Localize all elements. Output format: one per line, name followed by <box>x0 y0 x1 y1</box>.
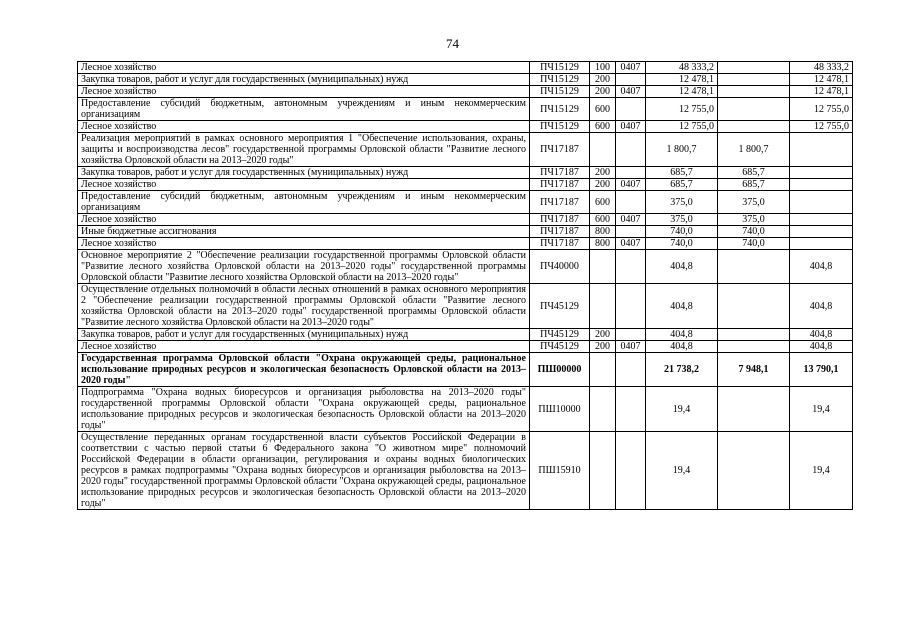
row-code: ПЧ17187 <box>530 191 590 214</box>
row-section <box>616 284 646 329</box>
row-section <box>616 353 646 387</box>
row-total: 12 478,1 <box>646 74 718 86</box>
row-federal: 375,0 <box>718 214 790 226</box>
row-code: ПЧ15129 <box>530 86 590 98</box>
row-total: 19,4 <box>646 432 718 510</box>
row-total: 48 333,2 <box>646 62 718 74</box>
table-row <box>78 353 853 387</box>
row-section: 0407 <box>616 62 646 74</box>
table-row <box>78 179 853 191</box>
row-name: Предоставление субсидий бюджетным, автономным учреждениям и иным некоммерческим организациям <box>78 191 530 214</box>
row-section: 0407 <box>616 86 646 98</box>
row-regional <box>790 214 853 226</box>
row-federal <box>718 86 790 98</box>
row-federal <box>718 387 790 432</box>
row-total: 685,7 <box>646 167 718 179</box>
row-regional: 48 333,2 <box>790 62 853 74</box>
row-expense-type: 800 <box>590 226 616 238</box>
row-regional <box>790 191 853 214</box>
row-regional: 19,4 <box>790 387 853 432</box>
row-expense-type: 800 <box>590 238 616 250</box>
row-name: Лесное хозяйство <box>78 62 530 74</box>
table-row <box>78 98 853 121</box>
row-code: ПШ10000 <box>530 387 590 432</box>
row-expense-type: 200 <box>590 329 616 341</box>
row-total: 740,0 <box>646 238 718 250</box>
table-row <box>78 74 853 86</box>
row-total: 1 800,7 <box>646 133 718 167</box>
budget-table <box>77 61 853 510</box>
row-section <box>616 98 646 121</box>
row-federal <box>718 284 790 329</box>
row-expense-type <box>590 284 616 329</box>
row-regional: 12 478,1 <box>790 86 853 98</box>
row-regional: 12 755,0 <box>790 121 853 133</box>
row-federal: 7 948,1 <box>718 353 790 387</box>
row-code: ПЧ40000 <box>530 250 590 284</box>
row-code: ПЧ17187 <box>530 226 590 238</box>
table-row <box>78 250 853 284</box>
row-regional: 12 478,1 <box>790 74 853 86</box>
row-regional <box>790 133 853 167</box>
row-expense-type: 100 <box>590 62 616 74</box>
row-expense-type: 600 <box>590 214 616 226</box>
row-federal <box>718 121 790 133</box>
row-total: 404,8 <box>646 329 718 341</box>
table-row <box>78 284 853 329</box>
row-name: Лесное хозяйство <box>78 86 530 98</box>
row-name: Закупка товаров, работ и услуг для государственных (муниципальных) нужд <box>78 329 530 341</box>
row-regional: 12 755,0 <box>790 98 853 121</box>
table-row <box>78 167 853 179</box>
row-federal <box>718 432 790 510</box>
row-federal <box>718 341 790 353</box>
row-code: ПЧ15129 <box>530 121 590 133</box>
row-federal: 685,7 <box>718 167 790 179</box>
row-code: ПЧ15129 <box>530 62 590 74</box>
row-name: Лесное хозяйство <box>78 238 530 250</box>
row-name: Подпрограмма "Охрана водных биоресурсов и организация рыболовства на 2013–2020 годы" государственной программы Орловской области "Охрана окружающей среды, рациональное использование природных ресурсов и экологическая безопасность Орловской области на 2013–2020 годы" <box>78 387 530 432</box>
row-section: 0407 <box>616 179 646 191</box>
row-federal <box>718 329 790 341</box>
table-row <box>78 86 853 98</box>
row-expense-type <box>590 387 616 432</box>
row-expense-type: 200 <box>590 74 616 86</box>
row-regional: 404,8 <box>790 341 853 353</box>
row-name: Осуществление переданных органам государственной власти субъектов Российской Федерации в соответствии с частью первой статьи 6 Федерального закона "О животном мире" полномочий Российской Федерации в области организации, регулирования и охраны водных биологических ресурсов в рамках подпрограммы "Охрана водных биоресурсов и организация рыболовства на 2013–2020 годы" государственной программы Орловской области "Охрана окружающей среды, рациональное использование природных ресурсов и экологическая безопасность Орловской области на 2013–2020 годы" <box>78 432 530 510</box>
row-total: 12 755,0 <box>646 121 718 133</box>
row-section: 0407 <box>616 341 646 353</box>
row-expense-type <box>590 250 616 284</box>
row-regional <box>790 167 853 179</box>
row-name: Лесное хозяйство <box>78 179 530 191</box>
row-expense-type: 200 <box>590 179 616 191</box>
row-section <box>616 250 646 284</box>
row-section <box>616 432 646 510</box>
row-name: Государственная программа Орловской области "Охрана окружающей среды, рациональное использование природных ресурсов и экологическая безопасность Орловской области на 2013–2020 годы" <box>78 353 530 387</box>
row-section: 0407 <box>616 238 646 250</box>
row-expense-type: 600 <box>590 98 616 121</box>
row-expense-type: 200 <box>590 341 616 353</box>
row-section <box>616 329 646 341</box>
row-total: 375,0 <box>646 214 718 226</box>
row-expense-type: 600 <box>590 121 616 133</box>
row-code: ПЧ45129 <box>530 341 590 353</box>
row-code: ПЧ17187 <box>530 133 590 167</box>
table-row <box>78 133 853 167</box>
row-name: Основное мероприятие 2 "Обеспечение реализации государственной программы Орловской области "Развитие лесного хозяйства Орловской области на 2013–2020 годы" государственной программы Орловской области "Развитие лесного хозяйства Орловской области на 2013–2020 годы" <box>78 250 530 284</box>
row-regional <box>790 179 853 191</box>
row-federal: 740,0 <box>718 226 790 238</box>
row-section: 0407 <box>616 121 646 133</box>
row-regional: 404,8 <box>790 284 853 329</box>
row-code: ПЧ45129 <box>530 284 590 329</box>
row-code: ПЧ15129 <box>530 74 590 86</box>
row-total: 12 478,1 <box>646 86 718 98</box>
row-name: Предоставление субсидий бюджетным, автономным учреждениям и иным некоммерческим организациям <box>78 98 530 121</box>
row-code: ПЧ17187 <box>530 214 590 226</box>
row-name: Лесное хозяйство <box>78 341 530 353</box>
row-code: ПЧ15129 <box>530 98 590 121</box>
row-section <box>616 191 646 214</box>
row-total: 740,0 <box>646 226 718 238</box>
row-section <box>616 226 646 238</box>
table-row <box>78 62 853 74</box>
row-expense-type <box>590 353 616 387</box>
row-total: 404,8 <box>646 284 718 329</box>
table-row <box>78 432 853 510</box>
row-total: 404,8 <box>646 341 718 353</box>
row-code: ПЧ45129 <box>530 329 590 341</box>
row-federal <box>718 250 790 284</box>
row-federal <box>718 62 790 74</box>
table-row <box>78 238 853 250</box>
table-row <box>78 214 853 226</box>
row-code: ПШ15910 <box>530 432 590 510</box>
row-federal <box>718 98 790 121</box>
row-section <box>616 387 646 432</box>
row-total: 375,0 <box>646 191 718 214</box>
row-name: Закупка товаров, работ и услуг для государственных (муниципальных) нужд <box>78 74 530 86</box>
row-code: ПЧ17187 <box>530 238 590 250</box>
row-expense-type <box>590 133 616 167</box>
table-row <box>78 341 853 353</box>
row-name: Реализация мероприятий в рамках основного мероприятия 1 "Обеспечение использования, охраны, защиты и воспроизводства лесов" государственной программы Орловской области "Развитие лесного хозяйства Орловской области на 2013–2020 годы" <box>78 133 530 167</box>
table-row <box>78 329 853 341</box>
row-federal: 740,0 <box>718 238 790 250</box>
row-section: 0407 <box>616 214 646 226</box>
row-name: Лесное хозяйство <box>78 214 530 226</box>
row-federal: 375,0 <box>718 191 790 214</box>
row-regional: 19,4 <box>790 432 853 510</box>
table-row <box>78 121 853 133</box>
row-expense-type: 600 <box>590 191 616 214</box>
page-number: 74 <box>446 36 459 51</box>
row-regional <box>790 226 853 238</box>
row-total: 19,4 <box>646 387 718 432</box>
row-regional: 404,8 <box>790 329 853 341</box>
row-regional: 404,8 <box>790 250 853 284</box>
row-section <box>616 74 646 86</box>
row-expense-type: 200 <box>590 167 616 179</box>
row-total: 404,8 <box>646 250 718 284</box>
row-regional: 13 790,1 <box>790 353 853 387</box>
row-code: ПЧ17187 <box>530 179 590 191</box>
row-name: Иные бюджетные ассигнования <box>78 226 530 238</box>
row-federal: 685,7 <box>718 179 790 191</box>
row-code: ПШ00000 <box>530 353 590 387</box>
row-name: Осуществление отдельных полномочий в области лесных отношений в рамках основного мероприятия 2 "Обеспечение реализации государственной программы Орловской области "Развитие лесного хозяйства Орловской области на 2013–2020 годы" государственной программы Орловской области "Развитие лесного хозяйства Орловской области на 2013–2020 годы" <box>78 284 530 329</box>
row-total: 21 738,2 <box>646 353 718 387</box>
row-code: ПЧ17187 <box>530 167 590 179</box>
row-section <box>616 133 646 167</box>
row-total: 685,7 <box>646 179 718 191</box>
row-name: Закупка товаров, работ и услуг для государственных (муниципальных) нужд <box>78 167 530 179</box>
row-federal: 1 800,7 <box>718 133 790 167</box>
row-total: 12 755,0 <box>646 98 718 121</box>
table-row <box>78 191 853 214</box>
row-section <box>616 167 646 179</box>
table-row <box>78 226 853 238</box>
row-regional <box>790 238 853 250</box>
table-row <box>78 387 853 432</box>
row-federal <box>718 74 790 86</box>
row-name: Лесное хозяйство <box>78 121 530 133</box>
row-expense-type: 200 <box>590 86 616 98</box>
row-expense-type <box>590 432 616 510</box>
